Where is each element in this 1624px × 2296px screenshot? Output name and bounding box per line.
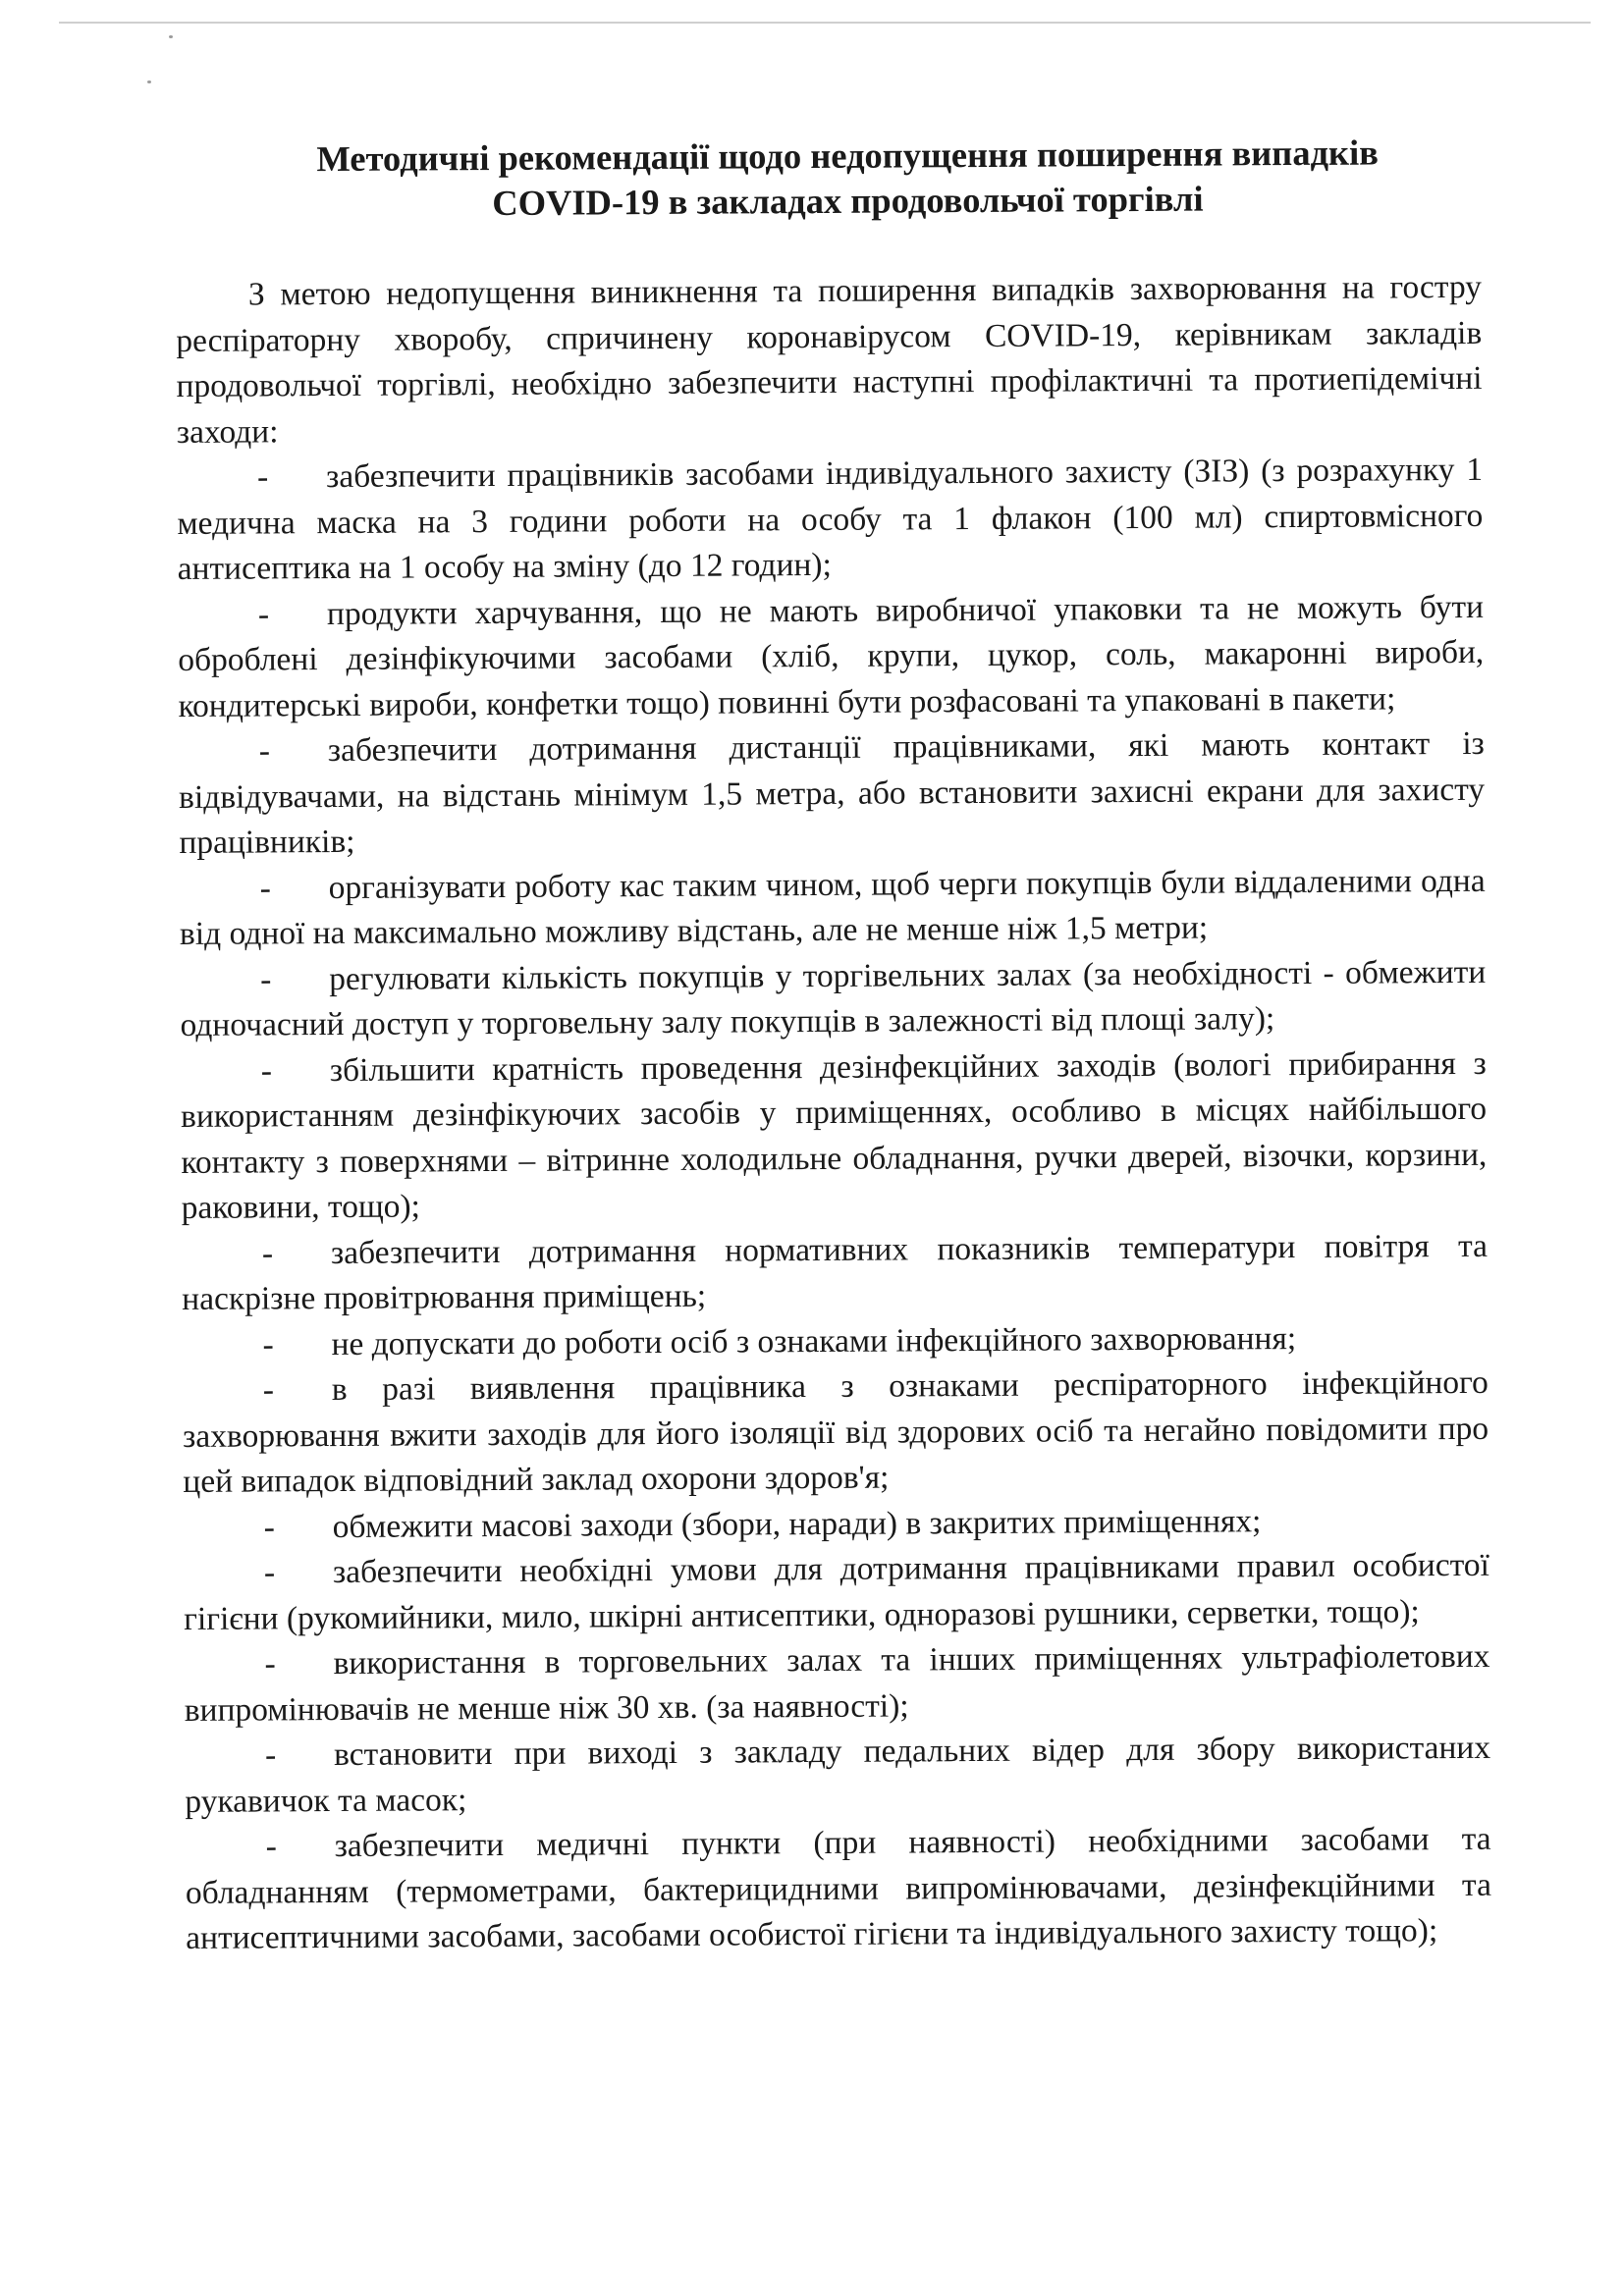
document-page: [175, 130, 1491, 1962]
bullet-dash: -: [257, 595, 270, 632]
list-item: [184, 1634, 1490, 1734]
list-item: [184, 1543, 1490, 1642]
list-item: [178, 584, 1485, 729]
bullet-dash: -: [262, 1325, 274, 1362]
bullet-dash: -: [260, 960, 272, 997]
title-line-1: Методичні рекомендації щодо недопущення поширення випадків: [316, 132, 1379, 180]
list-item-text: встановити при виході з закладу педальних відер для збору використаних рукавичок та масок;: [185, 1729, 1491, 1820]
title-line-2: COVID-19 в закладах продовольчої торгівлі: [492, 178, 1204, 224]
list-item-text: не допускати до роботи осіб з ознаками інфекційного захворювання;: [331, 1319, 1297, 1362]
list-item-text: в разі виявлення працівника з ознаками респіраторного інфекційного захворювання вжити заходів для його ізоляції від здорових осіб та негайно повідомити про цей випадок відповідний заклад охорони здоров'я;: [182, 1363, 1489, 1500]
list-item: [179, 721, 1486, 867]
scan-speck: [169, 35, 173, 38]
intro-paragraph: З метою недопущення виникнення та поширення випадків захворювання на гостру респіраторну хворобу, спричинену коронавірусом COVID-19, керівникам закладів продовольчої торгівлі, необхідно забезпечити наступні профілактичні та протиепідемічні заходи:: [176, 268, 1483, 451]
bullet-dash: -: [265, 1828, 277, 1865]
bullet-dash: -: [258, 732, 271, 770]
list-item: [182, 1223, 1489, 1322]
bullet-dash: -: [262, 1371, 275, 1409]
list-item: [186, 1817, 1492, 1962]
bullet-dash: -: [264, 1645, 276, 1682]
list-item: [180, 858, 1487, 957]
list-item: [183, 1361, 1489, 1506]
list-item: [184, 1497, 1489, 1551]
scan-speck: [147, 80, 151, 83]
bullet-dash: -: [263, 1508, 275, 1545]
list-item: [180, 949, 1487, 1048]
bullet-dash: -: [261, 1234, 274, 1271]
list-item: [181, 1041, 1488, 1231]
bullet-dash: -: [260, 1051, 273, 1089]
list-item-text: забезпечити дотримання дистанції працівниками, які мають контакт із відвідувачами, на відстань мінімум 1,5 метра, або встановити захисні екрани для захисту працівників;: [178, 724, 1486, 861]
list-item: [185, 1726, 1491, 1825]
bullet-dash: -: [264, 1736, 277, 1774]
bullet-dash: -: [257, 458, 269, 496]
list-item-text: забезпечити дотримання нормативних показників температури повітря та наскрізне провітрювання приміщень;: [182, 1227, 1489, 1317]
list-item-text: забезпечити працівників засобами індивідуального захисту (ЗІЗ) (з розрахунку 1 медична маска на 3 години роботи на особу та 1 флакон (100 мл) спиртовмісного антисептика на 1 особу на зміну (до 12 годин);: [177, 451, 1484, 587]
list-item-text: забезпечити медичні пункти (при наявності) необхідними засобами та обладнанням (термометрами, бактерицидними випромінювачами, дезінфекційними та антисептичними засобами, засобами особистої гігієни та індивідуального захисту тощо);: [185, 1820, 1492, 1956]
list-item-text: забезпечити необхідні умови для дотримання працівниками правил особистої гігієни (рукомийники, мило, шкірні антисептики, одноразові рушники, серветки, тощо);: [184, 1546, 1490, 1637]
list-item-text: збільшити кратність проведення дезінфекційних заходів (вологі прибирання з використанням дезінфікуючих засобів у приміщеннях, особливо в місцях найбільшого контакту з поверхнями – вітринне холодильне обладнання, ручки дверей, візочки, корзини, раковини, тощо);: [180, 1044, 1488, 1226]
bullet-dash: -: [259, 869, 271, 906]
list-item: [177, 448, 1484, 593]
list-item-text: обмежити масові заходи (збори, наради) в закритих приміщеннях;: [332, 1502, 1262, 1545]
document-title: [175, 130, 1482, 228]
list-item-text: організувати роботу кас таким чином, щоб черги покупців були віддаленими одна від одної на максимально можливу відстань, але не менше ніж 1,5 метри;: [179, 862, 1486, 952]
scan-edge-line: [59, 22, 1591, 24]
list-item-text: продукти харчування, що не мають виробничої упаковки та не можуть бути оброблені дезінфікуючими засобами (хліб, крупи, цукор, соль, макаронні вироби, кондитерські вироби, конфетки тощо) повинні бути розфасовані та упаковані в пакети;: [178, 588, 1485, 724]
list-item-text: використання в торговельних залах та інших приміщеннях ультрафіолетових випромінювачів не менше ніж 30 хв. (за наявності);: [184, 1637, 1490, 1729]
measures-list: [177, 448, 1491, 1962]
bullet-dash: -: [263, 1554, 276, 1591]
list-item: [182, 1314, 1488, 1368]
list-item-text: регулювати кількість покупців у торгівельних залах (за необхідності - обмежити одночасний доступ у торговельну залу покупців в залежності від площі залу);: [180, 953, 1487, 1043]
